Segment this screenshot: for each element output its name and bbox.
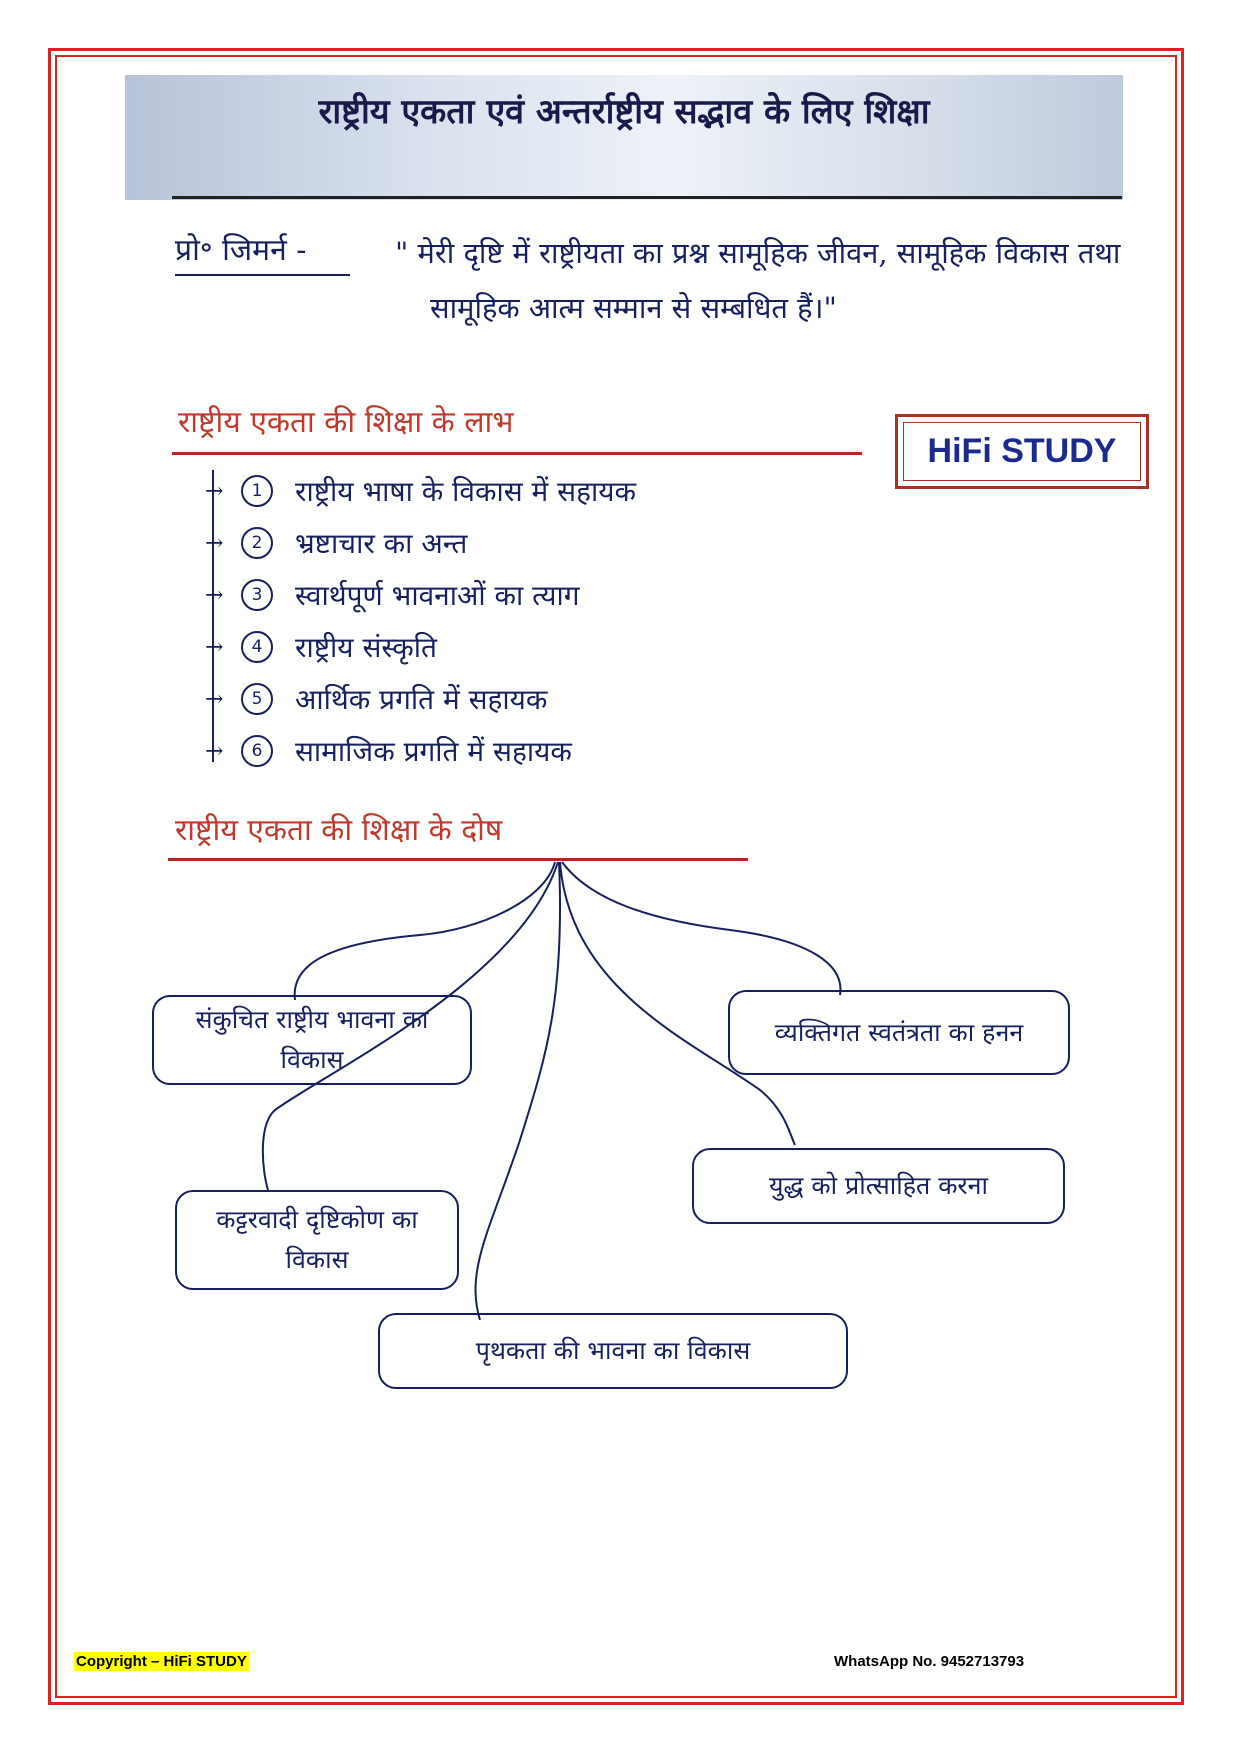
page-title: राष्ट्रीय एकता एवं अन्तर्राष्ट्रीय सद्भाव के लिए शिक्षा [318,92,930,132]
arrow-right-icon: → [205,634,224,660]
defect-node: कट्टरवादी दृष्टिकोण का विकास [175,1190,459,1290]
connector-line [295,862,555,1000]
defect-node: युद्ध को प्रोत्साहित करना [692,1148,1065,1224]
benefit-text: राष्ट्रीय भाषा के विकास में सहायक [295,475,636,508]
item-number: 3 [241,579,273,611]
quote-author: प्रो॰ जिमर्न - [175,233,307,268]
benefit-text: भ्रष्टाचार का अन्त [295,527,468,560]
item-number: 1 [241,475,273,507]
quote-text: " मेरी दृष्टि में राष्ट्रीयता का प्रश्न सामूहिक जीवन, सामूहिक विकास तथा सामूहिक आत्म सम्मान से सम्बधित हैं।" [395,236,1121,325]
benefit-text: राष्ट्रीय संस्कृति [295,631,437,664]
copyright-label: Copyright – HiFi STUDY [76,1653,247,1670]
item-number: 6 [241,735,273,767]
defect-node: पृथकता की भावना का विकास [378,1313,848,1389]
benefit-text: सामाजिक प्रगति में सहायक [295,735,572,768]
item-number: 4 [241,631,273,663]
defect-node: व्यक्तिगत स्वतंत्रता का हनन [728,990,1070,1075]
arrow-right-icon: → [205,686,224,712]
item-number: 5 [241,683,273,715]
arrow-right-icon: → [205,582,224,608]
item-number: 2 [241,527,273,559]
connector-line [562,862,840,995]
defect-node: संकुचित राष्ट्रीय भावना का विकास [152,995,472,1085]
arrow-right-icon: → [205,478,224,504]
brand-label: HiFi STUDY [903,422,1141,481]
arrow-right-icon: → [205,530,224,556]
whatsapp-label: WhatsApp No. 9452713793 [834,1653,1025,1670]
arrow-right-icon: → [205,738,224,764]
defects-heading: राष्ट्रीय एकता की शिक्षा के दोष [175,813,503,848]
benefit-text: आर्थिक प्रगति में सहायक [295,683,548,716]
benefit-text: स्वार्थपूर्ण भावनाओं का त्याग [295,579,580,612]
benefits-heading: राष्ट्रीय एकता की शिक्षा के लाभ [178,405,514,440]
